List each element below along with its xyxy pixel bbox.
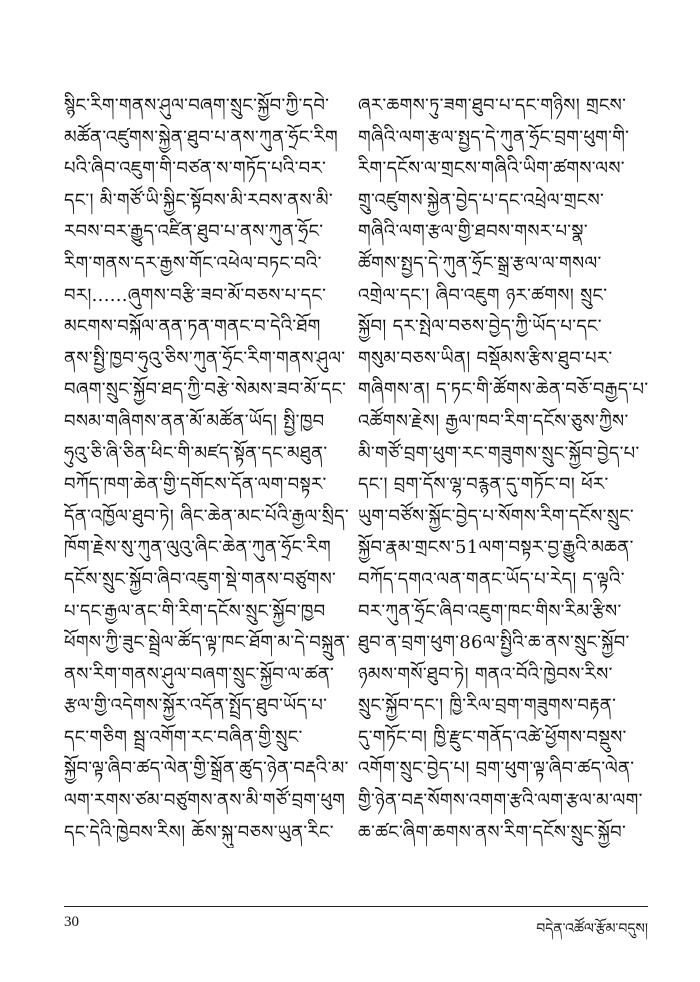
text-line: བསམ་གཞིགས་ནན་མོ་མཚོན་ཡོད། སྤྱི་ཁྱབ [64, 410, 325, 432]
text-line: ཚོགས་སྤྱད་དེ་ཀུན་ཧྲོང་སྒྲ་རྩལ་ལ་གསལ་ [358, 252, 602, 274]
text-line: ཁོག་རྗེས་སུ་ཀུན་ལུའུ་ཞིང་ཆེན་ཀུན་ཧྲོང་རིག [64, 537, 331, 559]
footer-divider [64, 906, 648, 907]
text-line: མཚོན་འཛུགས་སྐྱེན་ཐུབ་པ་ནས་ཀུན་ཧྲོང་རིག [64, 126, 339, 148]
text-line: དུ་གཏོང་བ། ཁྱི་རྫུང་གནོད་འཚེ་ཕྱོགས་བསྡུས་ [358, 726, 627, 748]
text-line: བར་ཀུན་ཧྲོང་ཞིབ་འཇུག་ཁང་གིས་རིམ་རྩིས་ [358, 600, 622, 622]
running-title: བདེན་འཚོལ་རྩོམ་བདུས། [536, 921, 648, 937]
text-line: བཀོད་ཁག་ཆེན་གྱི་དགོངས་དོན་ལག་བསྟར་ [64, 474, 327, 496]
text-line: རིག་གནས་དར་རྒྱས་གོང་འཕེལ་བཏང་བའི་ [64, 252, 322, 274]
text-line: རབས་བར་རྒྱུད་འཛིན་ཐུབ་པ་ནས་ཀུན་ཧྲོང་ [64, 221, 324, 243]
text-line: སྐྱོབ་རྣམ་གྲངས་51ལག་བསྟར་བྱ་རྒྱུའི་མཆན་ [358, 537, 634, 559]
text-line: རྩལ་གྱི་འདེགས་སྐྱོར་འདོན་སྤྲོད་ཐུབ་ཡོད་པ་ [64, 695, 328, 717]
text-line: གྲུ་འཛུགས་སྐྱེན་བྱེད་པ་དང་འཕྲེལ་གྲངས་ [358, 189, 605, 211]
text-line: དང་གཅིག སྦྲ་འགོག་རང་བཞིན་གྱི་སྲུང་ [64, 726, 303, 748]
text-line: དང་དེའི་ཁྱེབས་རིས། ཆོས་སྐུ་བཅས་ཡུན་རིང་ [64, 821, 334, 843]
text-line: མངགས་བསྐོལ་ནན་ཏན་གནང་བ་དེའི་ཐོག [64, 316, 321, 338]
text-line: སྐྱོབ། དར་སྤེལ་བཅས་བྱེད་ཀྱི་ཡོད་པ་དང་ [358, 316, 602, 338]
text-line: འཚོགས་རྗེས། རྒྱལ་ཁབ་རིག་དངོས་ཅུས་ཀྱིས་ [358, 410, 629, 432]
text-line: མི་གཙོ་བྲག་ཕུག་རང་གཟུགས་སྲུང་སྐྱོབ་བྱེད་པ་ [358, 442, 640, 464]
text-line: པ་དང་རྒྱལ་ནང་གི་རིག་དངོས་སྲུང་སྐྱོབ་ཁྱབ [64, 600, 326, 622]
text-line: ནས་སྤྱི་ཁྱབ་ཧུའུ་ཅིས་ཀུན་ཧྲོང་རིག་གནས་ཤུལ་ [64, 347, 346, 369]
left-text-column [64, 90, 354, 848]
text-line: ཐུབ་ན་བྲག་ཕུག་86ལ་སྤྱིའི་ཆ་ནས་སྲུང་སྐྱོབ་ [358, 632, 630, 654]
text-line: ལག་རགས་ཙམ་བཙུགས་ནས་མི་གཙོ་བྲག་ཕུག [64, 790, 346, 812]
text-line: གཞིགས་ན། ད་ཏང་གི་ཚོགས་ཆེན་བཅོ་བརྒྱད་པ་ [358, 379, 648, 401]
text-line: དང་། མི་གཙོ་ཡི་སྐྱིང་སྟོབས་མི་རབས་ནས་མི་ [64, 189, 333, 211]
text-line: འགྲེལ་དང་། ཞིབ་འཇུག ཉར་ཚགས། སྲུང་ [358, 284, 608, 306]
text-line: བཞག་སྲུང་སྐྱོབ་ཐད་ཀྱི་བརྩེ་སེམས་ཟབ་མོ་དང་ [64, 379, 347, 401]
text-line: བར།......ཞུགས་བརྩི་ཟབ་མོ་བཅས་པ་དང་ [64, 284, 327, 306]
text-line: སྲུང་སྐྱོབ་དང་། ཁྱི་རིལ་བྲག་གཟུགས་བརྟན་ [358, 695, 617, 717]
text-line: པའི་ཞིབ་འཇུག་གི་བཙན་ས་གཏོད་པའི་བར་ [64, 158, 327, 180]
text-line: ཞར་ཆགས་ཏུ་ཟག་ཐུབ་པ་དང་གཉིས། གྲངས་ [358, 95, 627, 116]
page-number: 30 [64, 914, 79, 930]
text-line: དང་། བྲག་དོས་ལྷ་བརྙན་དུ་གཏོང་བ། ཕོར་ [358, 474, 609, 496]
text-line: དོན་འཁྱོལ་ཐུབ་ཏེ། ཞིང་ཆེན་མང་པོའི་རྒྱལ་སྲིད་ [64, 505, 349, 527]
text-line: གཞིའི་ལག་རྩལ་སྤྱད་དེ་ཀུན་ཧྲོང་བྲག་ཕུག་གི་ [358, 126, 630, 148]
text-line: བཀོད་དགའ་ལན་གནང་ཡོད་པ་རེད། ད་ལྟའི་ [358, 568, 625, 590]
text-line: གྱི་ཉེན་བརྡ་སོགས་འགག་རྩའི་ལག་རྩལ་མ་ལག་ [358, 790, 643, 812]
right-text-column [358, 90, 648, 848]
text-line: འགོག་སྲུང་བྱེད་པ། བྲག་ཕུག་ལྟ་ཞིབ་ཚད་ལེན་ [358, 758, 635, 780]
text-line: སྐྱོབ་ལྟ་ཞིབ་ཚད་ལེན་གྱི་སྒྲོན་ཚུད་ཉེན་བརྡའི་མ་ [64, 758, 349, 780]
text-line: ཕོགས་ཀྱི་ཟུང་སྦྲེལ་ཚོད་ལྟ་ཁང་ཐོག་མ་དེ་བསྐྲུན་ [64, 632, 350, 654]
text-line: ཡུག་བཙོས་སྐྱོང་བྱེད་པ་སོགས་རིག་དངོས་སྲུང་ [358, 505, 634, 527]
text-line: སྙིང་རིག་གནས་ཤུལ་བཞག་སྲུང་སྐྱོབ་ཀྱི་དབེ་ [64, 95, 330, 116]
text-line: ནས་རིག་གནས་ཤུལ་བཞག་སྲུང་སྐྱོབ་ལ་ཚན་ [64, 663, 335, 685]
text-line: གསུམ་བཅས་ཡིན། བསྡོམས་རྩིས་ཐུབ་པར་ [358, 347, 613, 369]
text-line: གཞིའི་ལག་རྩལ་གྱི་ཐབས་གསར་པ་སྣ་ [358, 221, 588, 243]
text-line: ཧུའུ་ཅི་ཞི་ཅིན་ཕིང་གི་མཛད་སྟོན་དང་མཐུན་ [64, 442, 328, 464]
text-line: རིག་དངོས་ལ་གྲངས་གཞིའི་ཡིག་ཚགས་ལས་ [358, 158, 625, 180]
text-line: ཆ་ཚང་ཞིག་ཆགས་ནས་རིག་དངོས་སྲུང་སྐྱོབ་ [358, 821, 627, 843]
text-line: དངོས་སྲུང་སྐྱོབ་ཞིབ་འཇུག་སྡེ་གནས་བཙུགས་ [64, 568, 337, 590]
text-line: ཉམས་གསོ་ཐུབ་ཏེ། གནའ་བོའི་ཁྱེབས་རིས་ [358, 663, 613, 685]
